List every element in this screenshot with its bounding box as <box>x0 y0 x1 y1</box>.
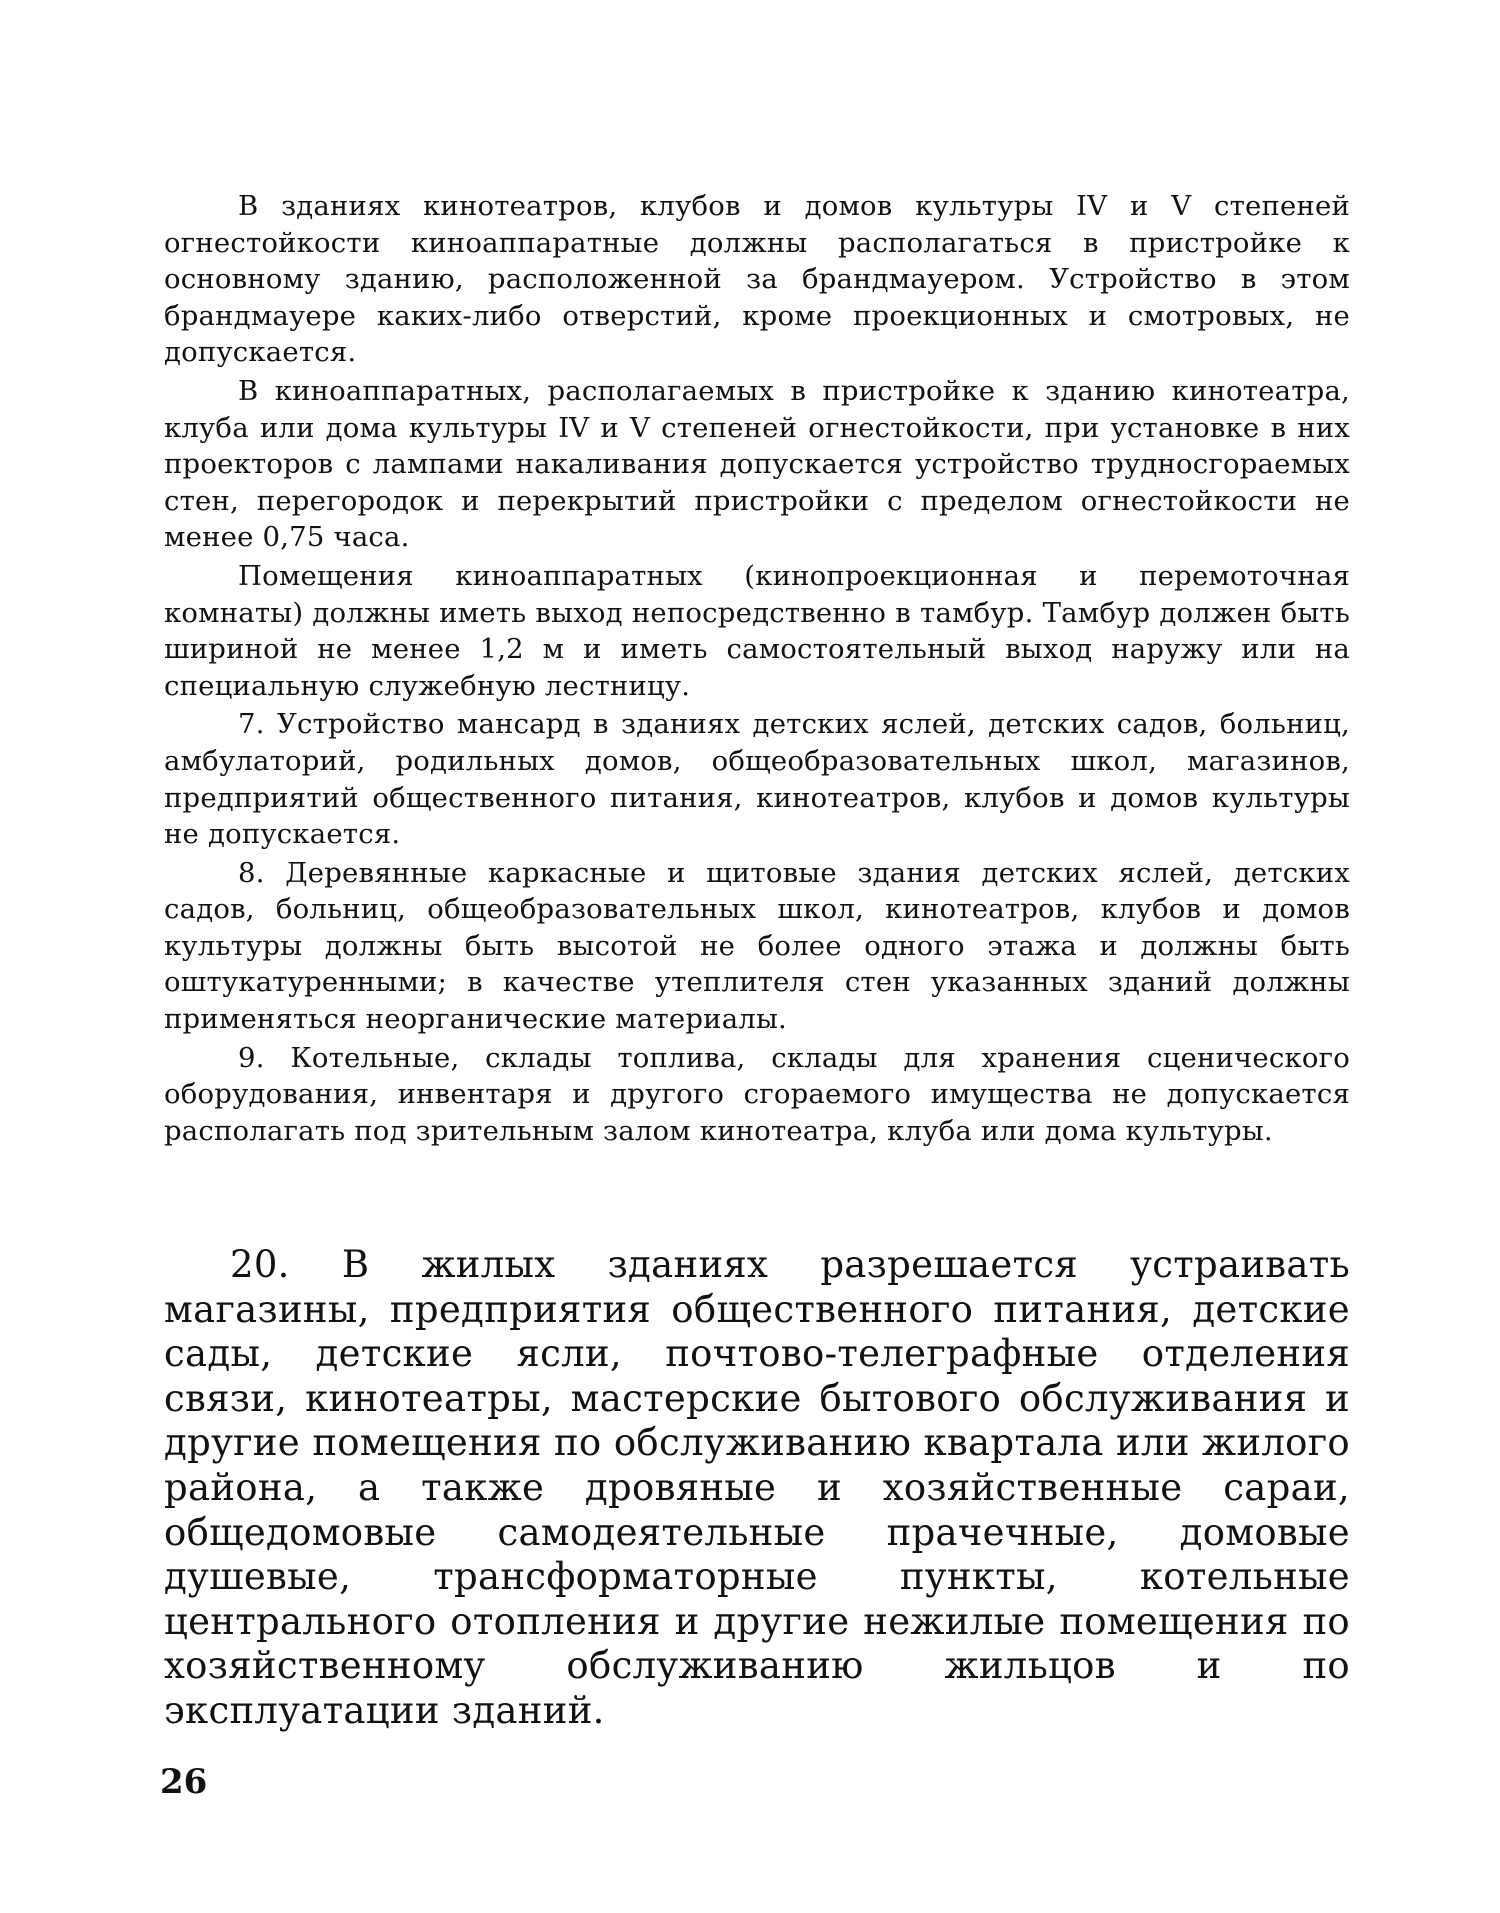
paragraph-kinoapparatnye-walls: В киноаппаратных, располагаемых в пристройке к зданию кинотеатра, клуба или дома культуры IV и V степеней огнестойкости, при установке в них проекторов с лампами накаливания допускается устройство трудносгораемых стен, перегородок и перекрытий пристройки с пределом огнестойкости не менее 0,75 часа. <box>164 374 1350 554</box>
page-number: 26 <box>160 1762 208 1802</box>
paragraph-item-7: 7. Устройство мансард в зданиях детских яслей, детских садов, больниц, амбулаторий, родильных домов, общеобразовательных школ, магазинов, предприятий общественного питания, кинотеатров, клубов и домов культуры не допускается. <box>164 708 1350 851</box>
paragraph-item-8: 8. Деревянные каркасные и щитовые здания детских яслей, детских садов, больниц, общеобразовательных школ, кинотеатров, клубов и домов культуры должны быть высотой не более одного этажа и должны быть оштукатуренными; в качестве утеплителя стен указанных зданий должны применяться неорганические материалы. <box>164 856 1350 1036</box>
small-text-block <box>164 188 1350 1149</box>
paragraph-kinoapparatnye-exit: Помещения киноаппаратных (кинопроекционная и перемоточная комнаты) должны иметь выход непосредственно в тамбур. Тамбур должен быть шириной не менее 1,2 м и иметь самостоятельный выход наружу или на специальную служебную лестницу. <box>164 559 1350 702</box>
paragraph-section-20: 20. В жилых зданиях разрешается устраивать магазины, предприятия общественного питания, детские сады, детские ясли, почтово-телеграфные отделения связи, кинотеатры, мастерские бытового обслуживания и другие помещения по обслуживанию квартала или жилого района, а также дровяные и хозяйственные сараи, общедомовые самодеятельные прачечные, домовые душевые, трансформаторные пункты, котельные центрального отопления и другие нежилые помещения по хозяйственному обслуживанию жильцов и по эксплуатации зданий. <box>164 1243 1350 1732</box>
paragraph-kinoapparatnye-placement: В зданиях кинотеатров, клубов и домов культуры IV и V степеней огнестойкости киноаппаратные должны располагаться в пристройке к основному зданию, расположенной за брандмауером. Устройство в этом брандмауере каких-либо отверстий, кроме проекционных и смотровых, не допускается. <box>164 190 1350 369</box>
paragraph-item-9: 9. Котельные, склады топлива, склады для хранения сценического оборудования, инвентаря и другого сгораемого имущества не допускается располагать под зрительным залом кинотеатра, клуба или дома культуры. <box>164 1041 1350 1147</box>
large-text-block <box>164 1243 1350 1734</box>
